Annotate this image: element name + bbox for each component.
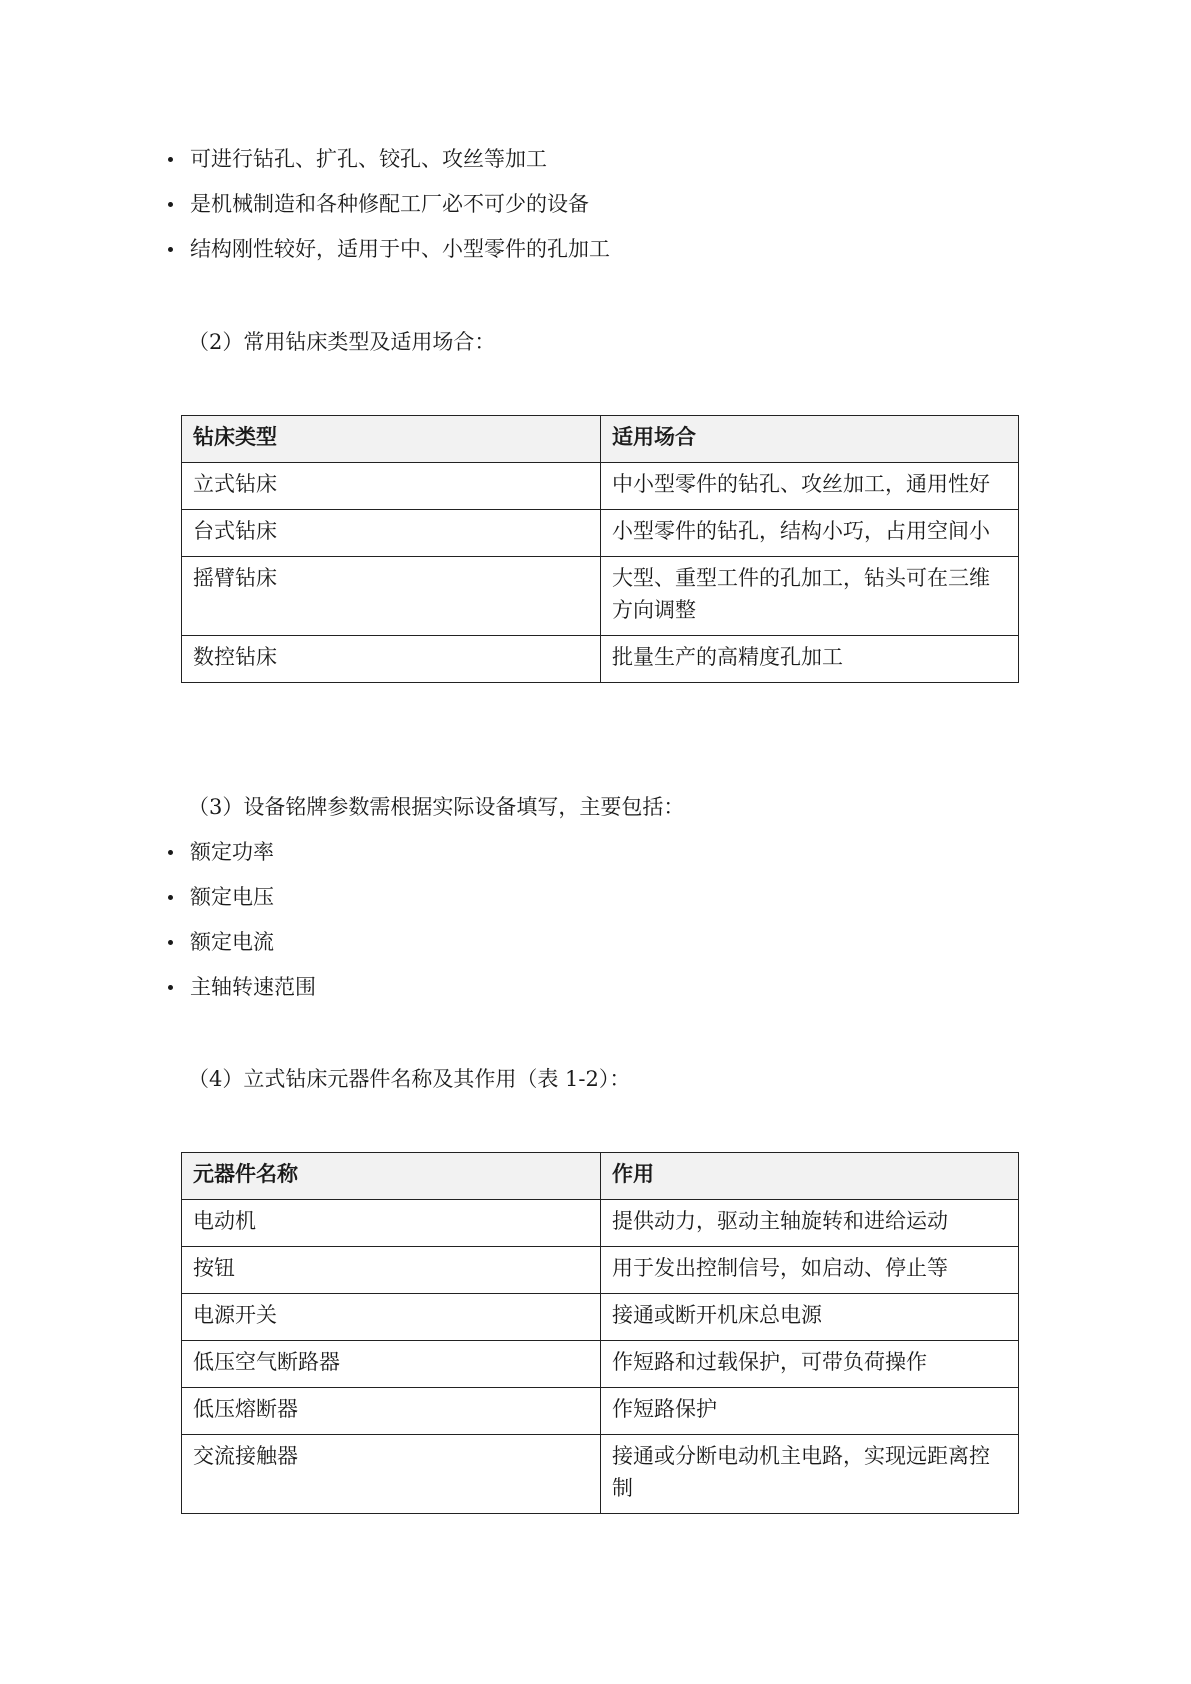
list-item: 是机械制造和各种修配工厂必不可少的设备	[166, 189, 610, 234]
table-row	[182, 636, 1019, 683]
table-header-cell: 钻床类型	[182, 416, 601, 463]
table-cell: 批量生产的高精度孔加工	[601, 636, 1019, 683]
section-4-heading: （4）立式钻床元器件名称及其作用（表 1-2）：	[188, 1067, 631, 1091]
list-item: 结构刚性较好，适用于中、小型零件的孔加工	[166, 234, 610, 279]
table-row	[182, 1341, 1019, 1388]
table-cell: 大型、重型工件的孔加工，钻头可在三维方向调整	[601, 557, 1019, 636]
table-cell: 低压空气断路器	[182, 1341, 601, 1388]
table-row	[182, 1294, 1019, 1341]
table-cell: 按钮	[182, 1247, 601, 1294]
table-header-row	[182, 416, 1019, 463]
table-row	[182, 557, 1019, 636]
table-cell: 作短路和过载保护，可带负荷操作	[601, 1341, 1019, 1388]
table-cell: 交流接触器	[182, 1435, 601, 1514]
table-cell: 立式钻床	[182, 463, 601, 510]
section-3-heading: （3）设备铭牌参数需根据实际设备填写，主要包括：	[188, 795, 685, 819]
table-header-row	[182, 1153, 1019, 1200]
table-row	[182, 1200, 1019, 1247]
list-item: 可进行钻孔、扩孔、铰孔、攻丝等加工	[166, 144, 610, 189]
table-cell: 中小型零件的钻孔、攻丝加工，通用性好	[601, 463, 1019, 510]
table-row	[182, 1388, 1019, 1435]
table-row	[182, 510, 1019, 557]
drill-types-table	[181, 415, 1019, 683]
components-table	[181, 1152, 1019, 1514]
table-row	[182, 1247, 1019, 1294]
list-item: 额定电流	[166, 927, 316, 972]
table-cell: 作短路保护	[601, 1388, 1019, 1435]
table-cell: 接通或断开机床总电源	[601, 1294, 1019, 1341]
table-cell: 小型零件的钻孔，结构小巧，占用空间小	[601, 510, 1019, 557]
table-cell: 提供动力，驱动主轴旋转和进给运动	[601, 1200, 1019, 1247]
intro-bullet-list	[166, 144, 610, 279]
nameplate-params-list	[166, 837, 316, 1017]
table-row	[182, 463, 1019, 510]
table-header-cell: 元器件名称	[182, 1153, 601, 1200]
list-item: 主轴转速范围	[166, 972, 316, 1017]
table-cell: 电动机	[182, 1200, 601, 1247]
table-cell: 数控钻床	[182, 636, 601, 683]
table-cell: 台式钻床	[182, 510, 601, 557]
table-cell: 低压熔断器	[182, 1388, 601, 1435]
section-2-heading: （2）常用钻床类型及适用场合：	[188, 330, 496, 354]
table-row	[182, 1435, 1019, 1514]
table-cell: 用于发出控制信号，如启动、停止等	[601, 1247, 1019, 1294]
list-item: 额定电压	[166, 882, 316, 927]
table-header-cell: 适用场合	[601, 416, 1019, 463]
table-cell: 电源开关	[182, 1294, 601, 1341]
table-cell: 接通或分断电动机主电路，实现远距离控制	[601, 1435, 1019, 1514]
list-item: 额定功率	[166, 837, 316, 882]
table-cell: 摇臂钻床	[182, 557, 601, 636]
table-header-cell: 作用	[601, 1153, 1019, 1200]
